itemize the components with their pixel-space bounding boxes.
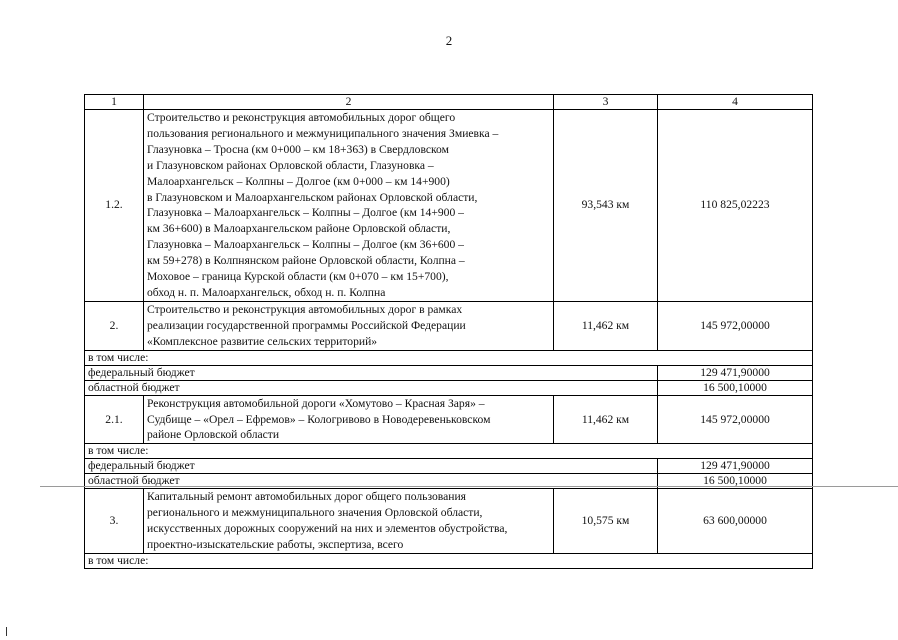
description-line: км 59+278) в Колпнянском районе Орловской области, Колпна –	[147, 254, 465, 268]
row-length: 10,575 км	[554, 489, 658, 554]
description-line: Малоархангельск – Колпны – Долгое (км 0+000 – км 14+900)	[147, 174, 450, 188]
description-line: км 36+600) в Малоархангельском районе Орловской области,	[147, 222, 451, 236]
federal-budget-label: федеральный бюджет	[85, 365, 658, 380]
row-description	[144, 110, 554, 302]
table-row	[85, 301, 813, 350]
scan-artifact-line	[40, 486, 898, 487]
description-line: пользования регионального и межмуниципального значения Змиевка –	[147, 126, 499, 140]
description-line: «Комплексное развитие сельских территорий»	[147, 334, 378, 348]
including-label: в том числе:	[85, 553, 813, 568]
description-line: в Глазуновском и Малоархангельском районах Орловской области,	[147, 190, 478, 204]
including-label: в том числе:	[85, 350, 813, 365]
description-line: реализации государственной программы Российской Федерации	[147, 318, 466, 332]
row-amount: 145 972,00000	[658, 395, 813, 444]
row-description	[144, 301, 554, 350]
description-line: Глазуновка – Малоархангельск – Колпны – Долгое (км 36+600 –	[147, 238, 464, 252]
description-line: Моховое – граница Курской области (км 0+070 – км 15+700),	[147, 270, 449, 284]
row-length: 93,543 км	[554, 110, 658, 302]
regional-budget-amount: 16 500,10000	[658, 380, 813, 395]
row-amount: 63 600,00000	[658, 489, 813, 554]
including-row	[85, 350, 813, 365]
federal-budget-amount: 129 471,90000	[658, 365, 813, 380]
regional-budget-row	[85, 380, 813, 395]
federal-budget-amount: 129 471,90000	[658, 459, 813, 474]
federal-budget-row	[85, 365, 813, 380]
row-number: 2.	[85, 301, 144, 350]
including-label: в том числе:	[85, 444, 813, 459]
description-line: районе Орловской области	[147, 428, 280, 442]
row-description	[144, 489, 554, 554]
table-row	[85, 110, 813, 302]
row-amount: 145 972,00000	[658, 301, 813, 350]
table-row	[85, 489, 813, 554]
row-amount: 110 825,02223	[658, 110, 813, 302]
federal-budget-row	[85, 459, 813, 474]
row-number: 1.2.	[85, 110, 144, 302]
scan-artifact-mark	[6, 627, 7, 636]
including-row	[85, 444, 813, 459]
row-length: 11,462 км	[554, 395, 658, 444]
page-number: 2	[445, 33, 453, 48]
header-col-3: 3	[554, 95, 658, 110]
road-works-table	[84, 94, 813, 569]
regional-budget-amount: 16 500,10000	[658, 474, 813, 489]
header-col-1: 1	[85, 95, 144, 110]
table-row	[85, 395, 813, 444]
description-line: обход н. п. Малоархангельск, обход н. п. Колпна	[147, 285, 386, 299]
federal-budget-label: федеральный бюджет	[85, 459, 658, 474]
description-line: регионального и межмуниципального значения Орловской области,	[147, 506, 483, 520]
description-line: Судбище – «Орел – Ефремов» – Кологривово в Новодеревеньковском	[147, 412, 491, 426]
regional-budget-label: областной бюджет	[85, 380, 658, 395]
row-number: 2.1.	[85, 395, 144, 444]
description-line: Глазуновка – Тросна (км 0+000 – км 18+363) в Свердловском	[147, 142, 449, 156]
row-length: 11,462 км	[554, 301, 658, 350]
row-description	[144, 395, 554, 444]
header-col-2: 2	[144, 95, 554, 110]
header-col-4: 4	[658, 95, 813, 110]
table-header-row	[85, 95, 813, 110]
row-number: 3.	[85, 489, 144, 554]
description-line: искусственных дорожных сооружений на них и элементов обустройства,	[147, 522, 508, 536]
including-row	[85, 553, 813, 568]
description-line: Строительство и реконструкция автомобильных дорог в рамках	[147, 302, 463, 316]
description-line: Строительство и реконструкция автомобильных дорог общего	[147, 111, 456, 124]
regional-budget-label: областной бюджет	[85, 474, 658, 489]
description-line: Капитальный ремонт автомобильных дорог общего пользования	[147, 490, 466, 504]
description-line: Глазуновка – Малоархангельск – Колпны – Долгое (км 14+900 –	[147, 206, 464, 220]
description-line: проектно-изыскательские работы, экспертиза, всего	[147, 538, 404, 552]
description-line: Реконструкция автомобильной дороги «Хомутово – Красная Заря» –	[147, 396, 485, 410]
description-line: и Глазуновском районах Орловской области, Глазуновка –	[147, 158, 434, 172]
